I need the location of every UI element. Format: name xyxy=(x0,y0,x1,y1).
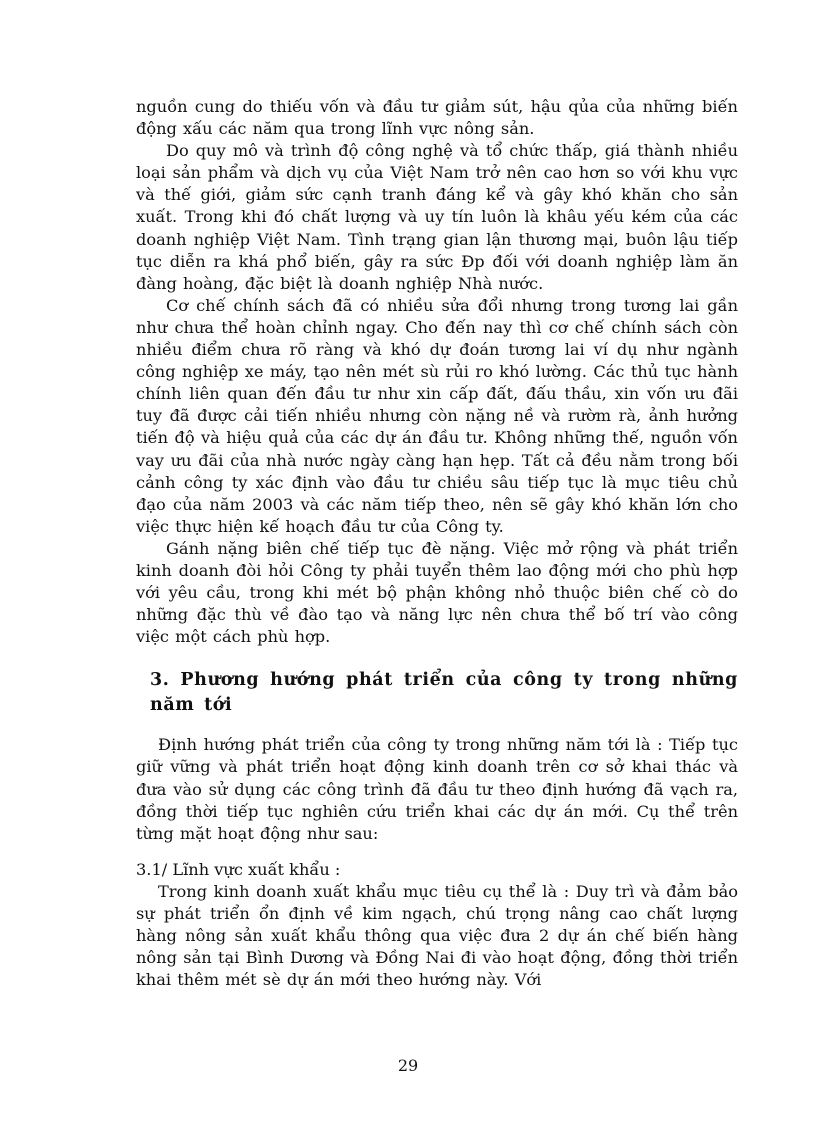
paragraph-continuation: nguồn cung do thiếu vốn và đầu tư giảm sút, hậu qủa của những biến động xấu các năm qua trong lĩnh vực nông sản. xyxy=(136,97,738,139)
paragraph-staffing-burden: Gánh nặng biên chế tiếp tục đè nặng. Việc mở rộng và phát triển kinh doanh đòi hỏi Công ty phải tuyển thêm lao động mới cho phù hợp với yêu cầu, trong khi mét bộ phận không nhỏ thuộc biên chế cò do những đặc thù về đào tạo và năng lực nên chưa thể bố trí vào công việc một cách phù hợp. xyxy=(136,538,738,647)
page-body xyxy=(136,96,738,991)
page-number: 29 xyxy=(397,1056,419,1075)
subsection-heading: 3.1/ Lĩnh vực xuất khẩu : xyxy=(136,859,341,879)
paragraph-export-sector: Trong kinh doanh xuất khẩu mục tiêu cụ thể là : Duy trì và đảm bảo sự phát triển ổn định về kim ngạch, chú trọng nâng cao chất lượng hàng nông sản xuất khẩu thông qua việc đưa 2 dự án chế biến hàng nông sản tại Bình Dương và Đồng Nai đi vào hoạt động, đồng thời triển khai thêm mét sè dự án mới theo hướng này. Với xyxy=(136,881,738,990)
paragraph-development-orientation: Định hướng phát triển của công ty trong những năm tới là : Tiếp tục giữ vững và phát triển hoạt động kinh doanh trên cơ sở khai thác và đưa vào sử dụng các công trình đã đầu tư theo định hướng đã vạch ra, đồng thời tiếp tục nghiên cứu triển khai các dự án mới. Cụ thể trên từng mặt hoạt động như sau: xyxy=(136,735,738,843)
section-heading: 3. Phương hướng phát triển của công ty trong những năm tới xyxy=(150,670,738,716)
paragraph-scale-technology: Do quy mô và trình độ công nghệ và tổ chức thấp, giá thành nhiều loại sản phẩm và dịch vụ của Việt Nam trở nên cao hơn so với khu vực và thế giới, giảm sức cạnh tranh đáng kể và gây khó khăn cho sản xuất. Trong khi đó chất lượng và uy tín luôn là khâu yếu kém của các doanh nghiệp Việt Nam. Tình trạng gian lận thương mại, buôn lậu tiếp tục diễn ra khá phổ biến, gây ra sức Đp đối với doanh nghiệp làm ăn đàng hoàng, đặc biệt là doanh nghiệp Nhà nước. xyxy=(136,141,738,293)
paragraph-policy-mechanism: Cơ chế chính sách đã có nhiều sửa đổi nhưng trong tương lai gần như chưa thể hoàn chỉnh ngay. Cho đến nay thì cơ chế chính sách còn nhiều điểm chưa rõ ràng và khó dự đoán tương lai ví dụ như ngành công nghiệp xe máy, tạo nên mét sù rủi ro khó lường. Các thủ tục hành chính liên quan đến đầu tư như xin cấp đất, đấu thầu, xin vốn ưu đãi tuy đã được cải tiến nhiều nhưng còn nặng nề và rườm rà, ảnh hưởng tiến độ và hiệu quả của các dự án đầu tư. Không những thế, nguồn vốn vay ưu đãi của nhà nước ngày càng hạn hẹp. Tất cả đều nằm trong bối cảnh công ty xác định vào đầu tư chiều sâu tiếp tục là mục tiêu chủ đạo của năm 2003 và các năm tiếp theo, nên sẽ gây khó khăn lớn cho việc thực hiện kế hoạch đầu tư của Công ty. xyxy=(136,295,738,536)
